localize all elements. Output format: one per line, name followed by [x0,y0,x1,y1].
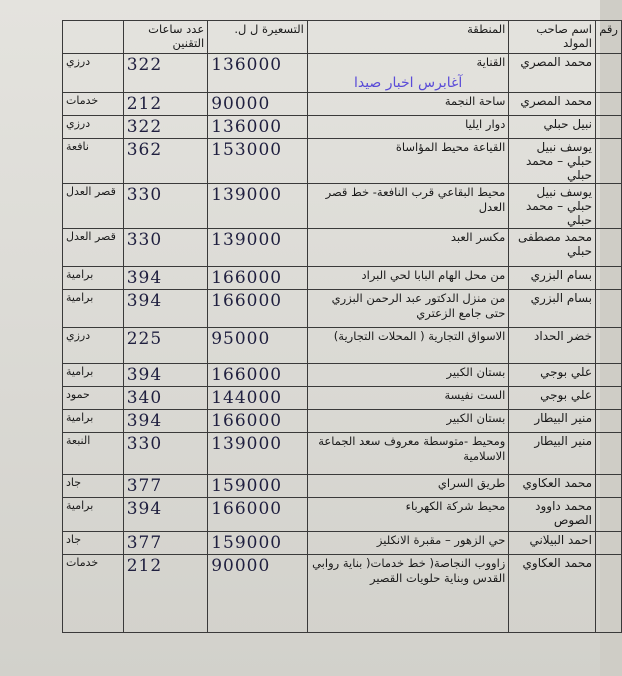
cell-area [307,386,509,409]
cell-num [596,531,622,554]
cell-num [596,92,622,115]
cell-owner [509,183,596,228]
cell-owner-text: محمد مصطفى حبلي [518,229,592,258]
cell-note [63,432,124,474]
table-row [63,54,622,93]
cell-area [307,554,509,632]
cell-owner-text: محمد العكاوي [522,555,592,570]
cell-owner-text: منير البيطار [534,433,592,448]
cell-owner [509,138,596,183]
cell-hours [123,386,208,409]
cell-price-text: 139000 [211,184,283,205]
cell-hours-text: 340 [126,387,163,408]
cell-note-text: درزي [66,116,91,130]
cell-note [63,266,124,289]
cell-owner [509,327,596,363]
cell-hours [123,327,208,363]
cell-hours [123,266,208,289]
cell-owner-text: محمد العكاوي [522,475,592,490]
cell-area [307,266,509,289]
cell-hours-text: 330 [126,184,163,205]
cell-price [208,327,308,363]
generator-pricing-table [62,20,622,633]
table-row [63,115,622,138]
cell-num [596,432,622,474]
cell-hours [123,138,208,183]
cell-price-text: 153000 [211,139,283,160]
cell-area [307,327,509,363]
cell-num [596,266,622,289]
header-price: التسعيرة ل ل. [208,21,308,54]
cell-owner-text: يوسف نبيل حبلي – محمد حبلي [525,139,592,182]
cell-note [63,363,124,386]
table-row [63,266,622,289]
cell-num [596,228,622,266]
cell-owner-text: احمد البيلاني [529,532,592,547]
cell-hours-text: 322 [126,116,163,137]
table-row [63,92,622,115]
table-header-row [63,21,622,54]
cell-note-text: برامية [66,410,94,424]
cell-hours [123,115,208,138]
table-row [63,474,622,497]
cell-price-text: 139000 [211,229,283,250]
cell-note-text: جاد [66,532,82,546]
cell-owner [509,554,596,632]
cell-note [63,554,124,632]
cell-owner [509,115,596,138]
cell-note [63,409,124,432]
cell-note [63,183,124,228]
cell-price-text: 136000 [211,55,283,75]
cell-hours-text: 377 [126,532,163,553]
cell-hours-text: 330 [126,433,163,454]
cell-area-text: حي الزهور – مقبرة الانكليز [376,532,506,547]
cell-price [208,474,308,497]
cell-num [596,474,622,497]
cell-area-text: محيط شركة الكهرباء [405,498,506,513]
cell-price [208,228,308,266]
cell-note-text: برامية [66,290,94,304]
cell-owner [509,409,596,432]
cell-owner-text: محمد المصري [520,93,592,108]
cell-owner-text: علي بوجي [540,387,592,402]
cell-note-text: قصر العدل [66,229,116,243]
header-note [63,21,124,54]
header-area: المنطقة [307,21,509,54]
cell-price [208,409,308,432]
cell-owner [509,474,596,497]
cell-price [208,289,308,327]
table-row [63,289,622,327]
cell-hours-text: 330 [126,229,163,250]
cell-hours [123,228,208,266]
cell-note-text: النبعة [66,433,91,447]
cell-area-text: طريق السراي [437,475,506,490]
cell-area-text: من محل الهام البابا لحي البراد [361,267,506,282]
cell-num [596,138,622,183]
header-hours: عدد ساعات التقنين [123,21,208,54]
table-row [63,327,622,363]
cell-note [63,327,124,363]
table-row [63,228,622,266]
cell-price-text: 95000 [211,328,271,349]
cell-note [63,92,124,115]
cell-note-text: درزي [66,55,91,68]
cell-area-text: مكسر العبد [450,229,506,244]
table-row [63,554,622,632]
cell-owner [509,497,596,531]
cell-num [596,54,622,93]
cell-hours-text: 212 [126,555,163,576]
cell-note-text: قصر العدل [66,184,116,198]
cell-note [63,54,124,93]
cell-owner [509,386,596,409]
table-row [63,432,622,474]
header-owner: اسم صاحب المولد [509,21,596,54]
cell-note-text: خدمات [66,93,99,107]
cell-hours-text: 225 [126,328,163,349]
cell-owner [509,289,596,327]
cell-num [596,363,622,386]
table-row [63,138,622,183]
cell-owner-text: محمد المصري [520,55,592,69]
cell-price-text: 166000 [211,410,283,431]
cell-price [208,386,308,409]
cell-area [307,54,509,93]
cell-area-text: ساحة النجمة [444,93,506,108]
cell-area [307,363,509,386]
cell-price-text: 166000 [211,498,283,519]
cell-note [63,474,124,497]
cell-note [63,138,124,183]
cell-area-text: الاسواق التجارية ( المحلات التجارية) [333,328,506,343]
cell-hours [123,432,208,474]
cell-price-text: 90000 [211,93,271,114]
table-row [63,409,622,432]
cell-hours-text: 394 [126,290,163,311]
cell-hours-text: 377 [126,475,163,496]
cell-owner-text: نبيل حبلي [543,116,592,131]
cell-price [208,115,308,138]
cell-price-text: 159000 [211,475,283,496]
table-row [63,497,622,531]
cell-area-text: محيط البقاعي قرب النافعة- خط قصر العدل [325,184,506,215]
cell-hours [123,497,208,531]
cell-note-text: خدمات [66,555,99,569]
cell-note [63,386,124,409]
cell-num [596,289,622,327]
cell-price [208,554,308,632]
cell-note-text: برامية [66,498,94,512]
cell-hours [123,92,208,115]
cell-num [596,386,622,409]
cell-price [208,266,308,289]
cell-note [63,289,124,327]
cell-hours-text: 394 [126,410,163,431]
cell-area-text: زاووب النجاصة( خط خدمات( بناية روابي القدس وبناية حلويات القصير [312,555,506,586]
cell-hours [123,183,208,228]
cell-num [596,497,622,531]
cell-price [208,92,308,115]
cell-area [307,531,509,554]
cell-owner-text: بسام البزري [530,267,592,282]
cell-note-text: برامية [66,267,94,281]
cell-price-text: 159000 [211,532,283,553]
cell-note [63,531,124,554]
cell-area-text: بستان الكبير [446,410,506,425]
cell-area [307,289,509,327]
cell-area [307,92,509,115]
cell-area [307,183,509,228]
cell-hours [123,531,208,554]
table-row [63,531,622,554]
cell-price [208,363,308,386]
cell-price-text: 166000 [211,364,283,385]
cell-hours [123,363,208,386]
cell-area-text: القناية [476,55,506,69]
cell-hours-text: 394 [126,364,163,385]
cell-area-text: دوار ايليا [465,116,506,131]
cell-price [208,138,308,183]
cell-hours-text: 322 [126,55,163,75]
cell-price-text: 166000 [211,267,283,288]
cell-owner-text: خضر الحداد [534,328,592,343]
cell-price-text: 136000 [211,116,283,137]
cell-num [596,409,622,432]
table-row [63,386,622,409]
cell-owner-text: محمد داوود الصوص [535,498,592,527]
cell-price [208,183,308,228]
cell-note [63,115,124,138]
cell-owner [509,363,596,386]
table-row [63,183,622,228]
cell-price-text: 139000 [211,433,283,454]
cell-owner [509,228,596,266]
cell-area [307,432,509,474]
cell-price-text: 144000 [211,387,283,408]
cell-area [307,497,509,531]
cell-area-text: الست نفيسة [444,387,506,402]
cell-owner [509,531,596,554]
cell-area-text: من منزل الدكتور عبد الرحمن البزري حتى جامع الزعتري [331,290,506,321]
cell-hours [123,474,208,497]
cell-note-text: جاد [66,475,82,489]
cell-price [208,54,308,93]
cell-hours [123,554,208,632]
cell-note [63,497,124,531]
cell-note-text: حمود [66,387,90,401]
cell-hours-text: 362 [126,139,163,160]
cell-price [208,497,308,531]
cell-hours [123,54,208,93]
cell-area [307,474,509,497]
cell-area [307,138,509,183]
cell-owner-text: علي بوجي [540,364,592,379]
cell-area [307,115,509,138]
cell-owner-text: بسام البزري [530,290,592,305]
cell-area-text: ومحيط -متوسطة معروف سعد الجماعة الاسلامية [318,433,506,464]
cell-num [596,183,622,228]
cell-num [596,554,622,632]
cell-area [307,228,509,266]
cell-owner [509,432,596,474]
cell-owner [509,92,596,115]
cell-hours [123,289,208,327]
cell-note-text: نافعة [66,139,89,153]
cell-note [63,228,124,266]
cell-hours-text: 394 [126,498,163,519]
cell-note-text: درزي [66,328,91,342]
cell-note-text: برامية [66,364,94,378]
cell-hours-text: 212 [126,93,163,114]
cell-price [208,531,308,554]
header-num: رقم [596,21,622,54]
cell-area [307,409,509,432]
cell-hours-text: 394 [126,267,163,288]
cell-owner [509,266,596,289]
cell-owner-text: يوسف نبيل حبلي – محمد حبلي [525,184,592,227]
cell-area-text: القياعة محيط المؤاساة [395,139,506,154]
cell-price-text: 90000 [211,555,271,576]
cell-owner-text: منير البيطار [534,410,592,425]
cell-num [596,115,622,138]
cell-area-text: بستان الكبير [446,364,506,379]
watermark-text: آغابرس اخبار صيدا [353,74,463,91]
cell-num [596,327,622,363]
cell-price [208,432,308,474]
cell-price-text: 166000 [211,290,283,311]
cell-hours [123,409,208,432]
cell-owner [509,54,596,93]
table-row [63,363,622,386]
